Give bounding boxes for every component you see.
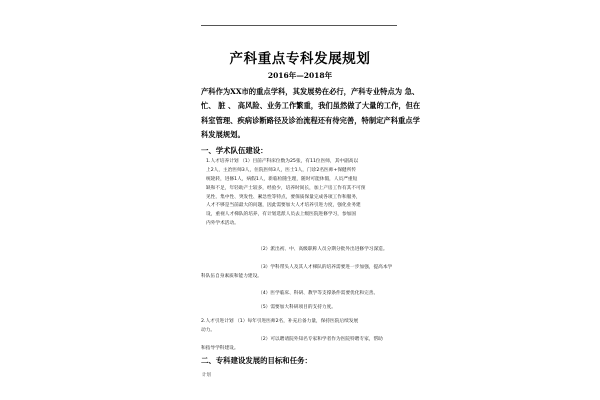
section-heading-academic-team: 一、学术队伍建设： [201, 146, 268, 155]
body-line: （5）需要加大科研项目的支持力度。 [258, 305, 336, 310]
body-line: 1.人才培养计划 （1）目前产科床位数为25张，有11位医师，其中副高以 [206, 159, 359, 164]
body-line: 见性、集中性、突发性、紧急性等特点，要保质保量完成各项工作和服务， [206, 194, 361, 200]
training-item-2 [258, 246, 388, 255]
talent-training-plan [206, 158, 365, 229]
body-line: 和指导学科建设。 [201, 345, 239, 351]
body-line: （2）派出初、中、高级职称人员分期分批外出进修学习深造。 [258, 247, 388, 252]
page-footer-label: 计划 [202, 373, 211, 378]
intro-line: 科发展规划。 [201, 129, 245, 139]
body-line: 动力。 [201, 327, 216, 333]
body-line: （2）可以聘请院外知名专家和学者作为医院特聘专家，帮助 [258, 337, 383, 342]
training-item-5 [258, 304, 336, 313]
training-item-3 [201, 264, 392, 282]
body-line: 2.人才引进计划 （1）每年引进医师2名，补充后备力量，保持医院后续发展 [201, 319, 359, 324]
intro-line: 产科作为XX市的重点学科，其发展势在必行，产科专业特点为 急、 [201, 87, 420, 96]
body-line: （4）医学临床、科研、教学等支撑条件需要优化和完善。 [258, 291, 379, 296]
talent-introduction-plan [201, 318, 358, 336]
intro-line: 忙、 脏 、 高风险、业务工作繁重，我们虽然做了大量的工作，但在 [201, 101, 421, 111]
intro-line: 科室管理、疾病诊断路径及诊治流程还有待完善，特制定产科重点学 [201, 115, 420, 125]
talent-introduction-item-2 [201, 336, 383, 354]
body-line: （3）学科带头人及其人才梯队的培养需要进一步加强，提高本学 [258, 265, 393, 270]
header-rule [201, 25, 397, 26]
section-heading-goals: 二、专科建设发展的目标和任务： [201, 356, 312, 365]
body-line: 统轮转，进修1人，病假1人，新临检随生理，随时可能休假，人员严重短 [206, 176, 358, 182]
body-line: 内外学术活动。 [206, 221, 239, 227]
body-line: 设，重视人才梯队的培养，有计划选派人员去上级医院进修学习，参加国 [206, 212, 357, 218]
training-item-4 [258, 290, 378, 299]
document-title: 产科重点专科发展规划 [229, 51, 371, 67]
intro-paragraph [201, 85, 421, 142]
document-subtitle: 2016年—2018年 [267, 71, 333, 80]
body-line: 人才不够是当前最大的问题，因此需要加大人才培养引进力度，强化业务建 [206, 203, 361, 209]
body-line: 科队伍自身素质和能力建设。 [201, 273, 262, 279]
body-line: 缺和不足，年轻助产士较多，经验少，培养时间长，加上产房工作有其不可预 [206, 185, 366, 191]
body-line: 上2人，主治医师3人，住院医师3人，医士1人，门诊2名医师+保健所传 [206, 167, 357, 173]
